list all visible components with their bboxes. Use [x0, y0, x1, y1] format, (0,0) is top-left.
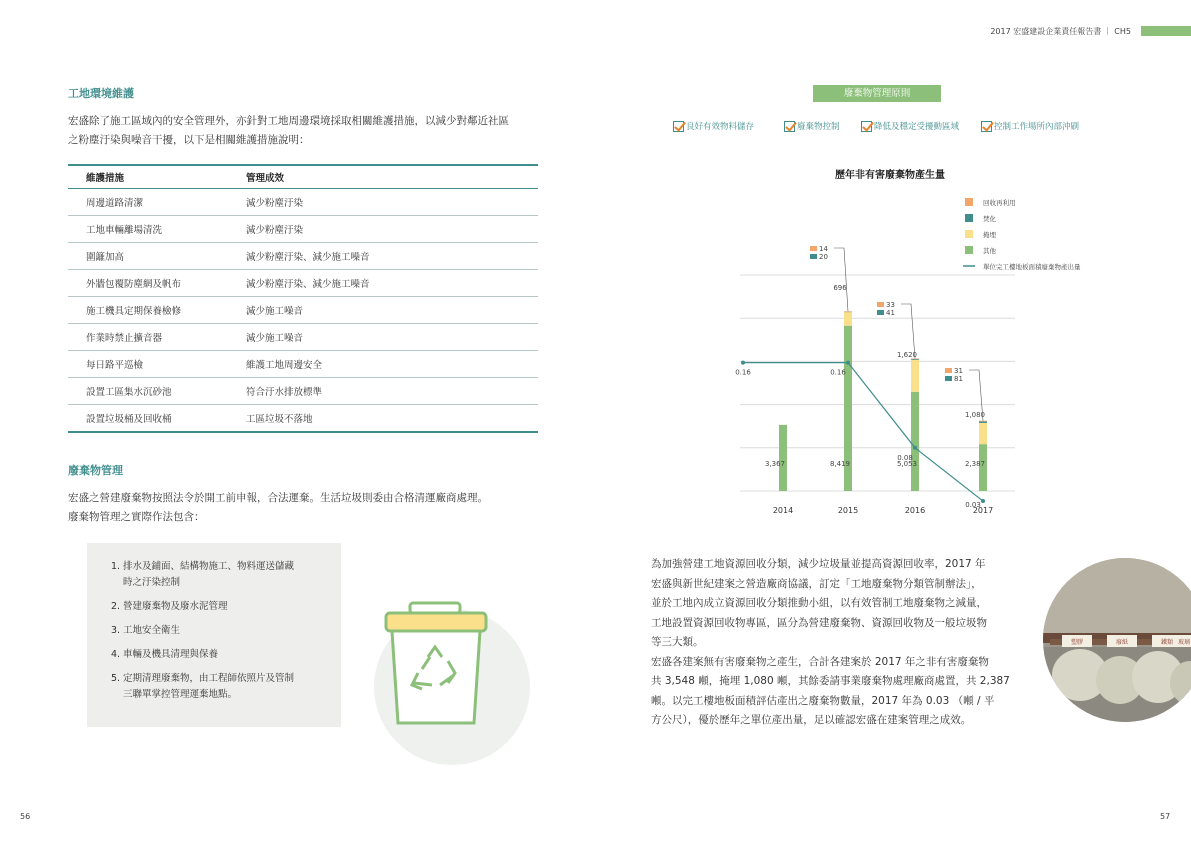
item-text: 排水及鋪面、結構物施工、物料運送儲藏 — [123, 561, 295, 572]
leader-line — [834, 248, 848, 311]
recycle-chip — [945, 368, 952, 373]
intensity-label: 0.03 — [965, 501, 981, 510]
table-row — [68, 189, 538, 216]
list-item — [111, 647, 331, 663]
sign-label: 鐵類 — [1160, 639, 1174, 646]
measure-cell: 施工機具定期保養檢修 — [68, 297, 228, 324]
intensity-label: 0.08 — [897, 453, 913, 462]
data-label-incineration: 81 — [954, 375, 963, 383]
data-label-other: 5,053 — [896, 460, 918, 468]
incineration-chip — [945, 376, 952, 381]
recycling-area-photo — [1040, 555, 1191, 725]
chart-line — [741, 361, 985, 503]
env-section-paragraph — [68, 112, 548, 150]
legend-label: 其他 — [983, 247, 996, 255]
intensity-point — [913, 446, 917, 450]
text-line: 方公尺），優於歷年之單位產出量，足以確認宏盛在建案管理之成效。 — [651, 714, 972, 726]
intensity-label: 0.16 — [830, 368, 846, 377]
report-header: 2017 宏盛建設企業責任報告書 ｜ CH5 — [990, 27, 1131, 36]
legend-swatch — [965, 198, 973, 206]
effect-cell: 減少施工噪音 — [228, 297, 538, 324]
text-line: 並於工地內成立資源回收分類推動小組，以有效管制工地廢棄物之減量， — [651, 597, 987, 609]
text-line: 工地設置資源回收物專區，區分為營建廢棄物、資源回收物及一般垃圾物 — [651, 616, 987, 629]
waste-paragraph-line: 廢棄物管理之實際作法包含： — [68, 511, 205, 523]
measure-cell: 設置工區集水沉砂池 — [68, 378, 228, 405]
text-line: 宏盛與新世紀建案之營造廠商協議，訂定「工地廢棄物分類管制辦法」， — [651, 577, 982, 590]
bar-segment — [979, 423, 987, 444]
table-row — [68, 351, 538, 378]
x-tick-label: 2017 — [972, 506, 994, 515]
item-text: 工地安全衛生 — [123, 625, 181, 636]
legend-label: 焚化 — [983, 215, 996, 223]
sign-label: 玻璃 — [1177, 639, 1190, 646]
table-row — [68, 378, 538, 405]
list-item — [111, 623, 331, 639]
waste-paragraph-line: 宏盛之營建廢棄物按照法令於開工前申報，合法運棄。生活垃圾則委由合格清運廠商處理。 — [68, 492, 488, 504]
list-item — [111, 599, 331, 615]
waste-practices-list — [111, 559, 331, 711]
principle-item — [981, 120, 1079, 132]
effect-cell: 工區垃圾不落地 — [228, 405, 538, 433]
measure-cell: 設置垃圾桶及回收桶 — [68, 405, 228, 433]
list-item — [111, 559, 331, 591]
env-paragraph-line: 之粉塵汙染與噪音干擾，以下是相關維護措施說明： — [68, 134, 310, 146]
table-header-cell: 管理成效 — [228, 165, 538, 189]
legend-label: 掩埋 — [983, 231, 996, 239]
item-number: 3. — [111, 625, 121, 636]
data-label-recycle: 14 — [819, 245, 828, 253]
data-label-recycle: 33 — [886, 301, 895, 309]
principle-label: 降低及穩定受擾動區域 — [874, 122, 960, 132]
table-row — [68, 216, 538, 243]
x-tick-label: 2016 — [904, 506, 926, 515]
recycle-chip — [877, 302, 884, 307]
sign-label: 廢紙 — [1115, 639, 1129, 646]
measure-cell: 作業時禁止擴音器 — [68, 324, 228, 351]
bar-segment — [979, 421, 987, 423]
chart-title: 歷年非有害廢棄物產生量 — [835, 170, 945, 181]
data-label-landfill: 696 — [833, 284, 847, 292]
bar-segment — [844, 312, 852, 326]
env-section-title: 工地環境維護 — [68, 87, 134, 100]
measure-cell: 周邊道路清潔 — [68, 189, 228, 216]
item-text: 定期清理廢棄物，由工程師依照片及管制 — [123, 673, 295, 684]
photo-signs — [1062, 635, 1191, 647]
intensity-label: 0.16 — [735, 368, 751, 377]
chart-legend — [963, 198, 1081, 271]
data-label-other: 3,367 — [764, 460, 786, 468]
waste-chart — [735, 185, 1120, 515]
principle-label: 良好有效物料儲存 — [686, 122, 755, 132]
intensity-point — [846, 361, 850, 365]
recycle-bin-illustration — [360, 595, 530, 765]
legend-label: 單位完工樓地板面積廢棄物產出量 — [983, 263, 1081, 271]
principles-title: 廢棄物管理原則 — [813, 85, 941, 102]
bar-segment — [779, 425, 787, 491]
text-line: 等三大類。 — [651, 636, 704, 648]
table-row — [68, 405, 538, 433]
legend-swatch — [965, 246, 973, 254]
checkbox-icon — [673, 121, 684, 132]
effect-cell: 符合汙水排放標準 — [228, 378, 538, 405]
item-number: 2. — [111, 601, 121, 612]
incineration-chip — [877, 310, 884, 315]
data-label-other: 2,387 — [964, 460, 986, 468]
incineration-chip — [810, 254, 817, 259]
page-number-left: 56 — [20, 812, 31, 821]
data-label-recycle: 31 — [954, 367, 963, 375]
intensity-point — [741, 361, 745, 365]
table-row — [68, 324, 538, 351]
data-label-landfill: 1,620 — [896, 351, 918, 359]
principle-item — [673, 120, 754, 132]
effect-cell: 維護工地周邊安全 — [228, 351, 538, 378]
sign-label: 塑膠 — [1070, 639, 1084, 646]
bin-body — [392, 631, 480, 723]
principle-label: 廢棄物控制 — [797, 122, 840, 132]
item-number: 4. — [111, 649, 121, 660]
checkbox-icon — [861, 121, 872, 132]
text-line: 為加強營建工地資源回收分類，減少垃圾量並提高資源回收率，2017 年 — [651, 558, 986, 570]
bar-segment — [911, 359, 919, 360]
effect-cell: 減少施工噪音 — [228, 324, 538, 351]
measure-cell: 每日路平巡檢 — [68, 351, 228, 378]
effect-cell: 減少粉塵汙染 — [228, 189, 538, 216]
bar-segment — [844, 311, 852, 312]
data-label-incineration: 20 — [819, 253, 828, 261]
recycle-chip — [810, 246, 817, 251]
x-tick-label: 2015 — [837, 506, 859, 515]
measure-cell: 工地車輛離場清洗 — [68, 216, 228, 243]
item-number: 5. — [111, 673, 121, 684]
item-text: 時之汙染控制 — [123, 577, 181, 588]
measure-cell: 外牆包覆防塵網及帆布 — [68, 270, 228, 297]
item-number: 1. — [111, 561, 121, 572]
bar-segment — [979, 421, 987, 422]
measure-cell: 圍籬加高 — [68, 243, 228, 270]
table-row — [68, 243, 538, 270]
data-label-other: 8,419 — [829, 460, 851, 468]
x-tick-label: 2014 — [772, 506, 794, 515]
bar-segment — [911, 360, 919, 392]
principle-label: 控制工作場所內部沖刷 — [994, 122, 1080, 132]
env-measures-table — [68, 164, 538, 433]
legend-swatch — [965, 230, 973, 238]
waste-section-paragraph — [68, 489, 548, 527]
data-label-landfill: 1,080 — [964, 411, 986, 419]
waste-section-title: 廢棄物管理 — [68, 464, 123, 477]
item-text: 營建廢棄物及廢水泥管理 — [123, 601, 228, 612]
legend-label: 回收再利用 — [983, 199, 1016, 207]
effect-cell: 減少粉塵汙染、減少施工噪音 — [228, 243, 538, 270]
checkbox-icon — [981, 121, 992, 132]
table-row — [68, 297, 538, 324]
item-text: 車輛及機具清理與保養 — [123, 649, 219, 660]
table-header-row — [68, 165, 538, 189]
principle-item — [861, 120, 959, 132]
table-header-cell: 維護措施 — [68, 165, 228, 189]
effect-cell: 減少粉塵汙染 — [228, 216, 538, 243]
waste-practices-box — [87, 543, 341, 727]
legend-swatch — [965, 214, 973, 222]
chart-labels — [735, 245, 993, 515]
waste-description — [651, 555, 1031, 731]
text-line: 共 3,548 噸，掩埋 1,080 噸，其餘委請事業廢棄物處理廠商處置，共 2,387 — [651, 675, 1010, 687]
principle-item — [784, 120, 840, 132]
item-text: 三聯單掌控管理運棄地點。 — [123, 689, 238, 700]
effect-cell: 減少粉塵汙染、減少施工噪音 — [228, 270, 538, 297]
checkbox-icon — [784, 121, 795, 132]
data-label-incineration: 41 — [886, 309, 895, 317]
bar-segment — [911, 392, 919, 491]
header-accent-bar — [1141, 26, 1191, 36]
intensity-point — [981, 499, 985, 503]
text-line: 宏盛各建案無有害廢棄物之產生，合計各建案於 2017 年之非有害廢棄物 — [651, 655, 989, 668]
table-row — [68, 270, 538, 297]
env-paragraph-line: 宏盛除了施工區域內的安全管理外，亦針對工地周邊環境採取相關維護措施，以減少對鄰近社區 — [68, 115, 509, 127]
page-number-right: 57 — [1160, 812, 1171, 821]
text-line: 噸。以完工樓地板面積評估產出之廢棄物數量，2017 年為 0.03 （噸 / 平 — [651, 694, 995, 707]
list-item — [111, 671, 331, 703]
chart-bars — [779, 311, 987, 491]
bin-lid — [386, 613, 486, 631]
